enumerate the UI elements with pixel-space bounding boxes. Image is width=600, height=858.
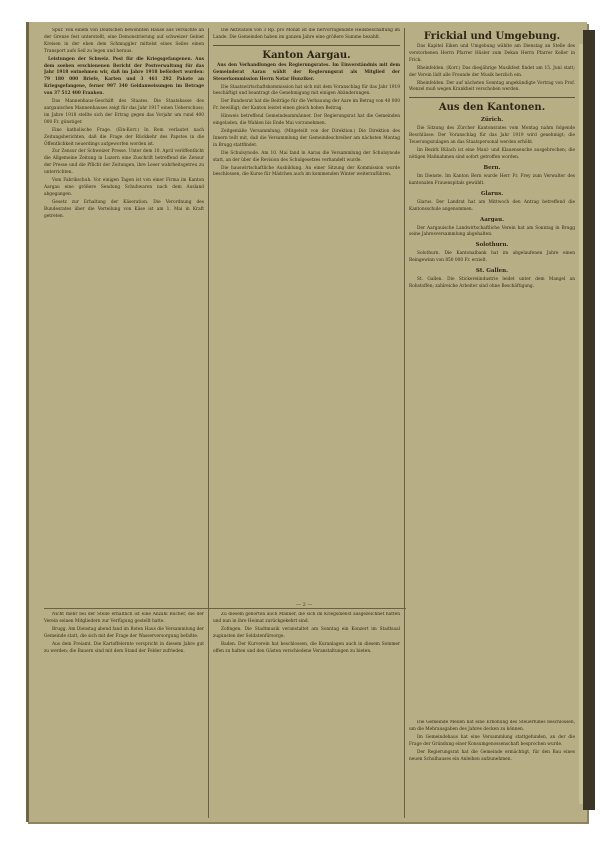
article-paragraph: Nicht mehr bei der Stelle erhältlich ist eine Anzahl Bücher, die der Verein seinen Mitgliedern zur Verfügung gestellt hatte. (44, 612, 204, 624)
column-rule-right (404, 28, 405, 818)
article-paragraph: Zeitgemäße Versammlung. (Mitgeteilt von der Direktion.) Die Direktion des Innern teilt mit, daß die Versammlung der Gemeindeschreiber am nächsten Montag in Brugg stattfindet. (213, 128, 400, 148)
article-paragraph: Leistungen der Schweiz. Post für die Kriegsgefangenen. Aus dem soeben erschienenen Bericht der Postverwaltung für das Jahr 1918 entnehmen wir, daß im Jahre 1918 befördert wurden: 79 180 000 Briefe, Karten und 3 461 292 Pakete an Kriegsgefangene, ferner 997 340 Geldanweisungen im Betrage von 37 512 400 Franken. (44, 56, 204, 97)
article-paragraph: Der Bundesrat hat die Beiträge für die Verbauung der Aare im Betrag von 40 000 Fr. bewilligt; der Kanton leistet einen gleich hohen Beitrag. (213, 99, 400, 112)
lower-column-right (409, 720, 575, 818)
article-paragraph: Hinweis betreffend Gemeindeammänner. Der Regierungsrat hat die Gemeinden eingeladen, die Wahlen bis Ende Mai vorzunehmen. (213, 114, 400, 127)
article-paragraph: St. Gallen. Die Stickereiindustrie leidet unter dem Mangel an Rohstoffen; zahlreiche Arbeiter sind ohne Beschäftigung. (409, 277, 575, 290)
subheading-solothurn: Solothurn. (475, 242, 509, 249)
article-paragraph: Gesetz zur Erhaltung der Käseration. Die Verordnung des Bundesrates über die Verteilung von Käse ist am 1. Mai in Kraft getreten. (44, 199, 204, 219)
article-paragraph: Glarus. Der Landrat hat am Mittwoch den Antrag betreffend die Kantonsschule angenommen. (409, 199, 575, 212)
lower-column-left (44, 612, 204, 817)
heading-aus-den-kantonen: Aus den Kantonen. (438, 102, 546, 114)
article-paragraph: Zofingen. Die Stadtmusik veranstaltet am Sonntag ein Konzert im Stadtsaal zugunsten der Soldatenfürsorge. (213, 626, 400, 639)
column-left (44, 28, 204, 604)
article-paragraph: Die Schulsynode. Am 10. Mai fand in Aarau die Versammlung der Schulsynode statt, an der über die Revision des Schulgesetzes verhandelt wurde. (213, 150, 400, 163)
subheading-zurich: Zürich. (480, 117, 504, 124)
article-paragraph: Im Bezirk Bülach ist eine Maul- und Klauenseuche ausgebrochen; die nötigen Maßnahmen sind sofort getroffen worden. (409, 148, 575, 160)
subheading-aargau: Aargau. (479, 216, 505, 223)
article-paragraph: Zu diesem gehörten auch Männer, die sich im Kriegsdienst ausgezeichnet hatten und nun in ihre Heimat zurückgekehrt sind. (213, 612, 400, 624)
article-paragraph: Der Regierungsrat hat die Gemeinde ermächtigt, für den Bau eines neuen Schulhauses ein Anleihen aufzunehmen. (409, 749, 575, 762)
article-paragraph: Die hauswirtschaftliche Ausbildung. An einer Sitzung der Kommission wurde beschlossen, die Kurse für Mädchen auch im kommenden Winter weiterzuführen. (213, 165, 400, 178)
heading-kanton-aargau: Kanton Aargau. (262, 49, 351, 61)
horizontal-rule-lower (44, 608, 406, 609)
article-paragraph: Brugg. Am Dienstag abend fand im Roten Haus die Versammlung der Gemeinde statt, die sich mit der Frage der Wasserversorgung befaßte. (44, 626, 204, 639)
article-paragraph: Eine katholische Frage. (Ein-Korr.) In Rom verlautet nach Zeitungsberichten, daß die Frage der Rückkehr des Papstes in die Öffentlichkeit neuerdings aufgeworfen worden ist. (44, 127, 204, 147)
article-paragraph: Im Gemeindehaus hat eine Versammlung stattgefunden, an der die Frage der Gründung einer Konsumgenossenschaft besprochen wurde. (409, 734, 575, 747)
section-divider (213, 45, 400, 46)
page-number: — 2 — (296, 602, 313, 608)
article-paragraph: Zur Zensur der Schweizer Presse. Unter dem 10. April veröffentlicht die Allgemeine Zeitung in Luzern eine Zuschrift betreffend die Zensur der Presse und die Pflicht der Zeitungen, ihre Leser wahrheitsgetreu zu unterrichten. (44, 149, 204, 176)
article-paragraph: Rheinfelden. (Korr.) Das diesjährige Musikfest findet am 15. Juni statt; der Verein lädt alle Freunde der Musik herzlich ein. (409, 65, 575, 78)
article-paragraph: Die Staatswirtschaftskommission hat sich mit dem Voranschlag für das Jahr 1919 beschäftigt und beantragt die Genehmigung mit einigen Abänderungen. (213, 84, 400, 97)
article-paragraph: Das Kapitel Eiken und Umgebung wählte am Dienstag an Stelle des verstorbenen Herrn Pfarrer Hüsler zum Dekan Herrn Pfarrer Keller in Frick. (409, 44, 575, 63)
article-paragraph: Die Gemeinde Meilen hat eine Erhöhung des Steuerfußes beschlossen, um die Mehrausgaben des Jahres decken zu können. (409, 720, 575, 732)
section-divider (409, 97, 575, 98)
column-middle (213, 28, 400, 604)
article-paragraph: Aus den Verhandlungen des Regierungsrates. Im Einverständnis mit dem Gemeinderat Aarau wählt der Regierungsrat als Mitglied der Steuerkommission Herrn Notar Hunziker. (213, 62, 400, 82)
book-binding (583, 30, 595, 810)
article-paragraph: Rheinfelden. Der auf nächsten Sonntag angekündigte Vortrag von Prof. Wenzel muß wegen Krankheit verschoben werden. (409, 80, 575, 93)
article-paragraph: Der Aargauische Landwirtschaftliche Verein hat am Sonntag in Brugg seine Jahresversammlung abgehalten. (409, 225, 575, 238)
lower-column-middle (213, 612, 400, 817)
article-paragraph: Spur. Von einem von Deutschen bewohnten Hause aus versuchte an der Grenze fest unterstellt, eine Demonstrierung auf schweizer Gebiet Kreisen in der eben dem Schmuggler mittelst eines Seiles einen Transport aufs Seil zu legen und heraus. (44, 28, 204, 54)
article-paragraph: Baden. Der Kurverein hat beschlossen, die Kuranlagen auch in diesem Sommer offen zu halten und den Gästen verschiedene Veranstaltungen zu bieten. (213, 641, 400, 654)
subheading-st-gallen: St. Gallen. (475, 268, 509, 275)
heading-frickial: Frickial und Umgebung. (423, 31, 561, 42)
article-paragraph: Im Dienste. Im Kanton Bern wurde Herr Fr. Frey zum Verwalter des kantonalen Frauenspitals gewählt. (409, 173, 575, 186)
article-paragraph: Aus dem Freiamt. Die Kartoffelernte verspricht in diesem Jahre gut zu werden; die Bauern sind mit dem Stand der Felder zufrieden. (44, 641, 204, 654)
article-paragraph: Solothurn. Die Kantonalbank hat im abgelaufenen Jahre einen Reingewinn von 850 000 Fr. erzielt. (409, 251, 575, 264)
column-right (409, 28, 575, 818)
article-paragraph: Das Mannenhaus-Geschäft des Staates. Die Staatskasse des aargauischen Mannenhauses zeigt für das Jahr 1917 einen Ueberschuss; im Jahre 1918 stellte sich der Ertrag gegen das Vorjahr um rund 400 000 Fr. günstiger. (44, 99, 204, 125)
subheading-bern: Bern. (483, 164, 501, 171)
article-paragraph: Die Aktivation von 3 Rp. pro Monat ist die hervorragendste Heilsbeschaffung im Lande. Die Gemeinden haben im ganzen Jahre eine größere Summe bezahlt. (213, 28, 400, 40)
column-rule-left (208, 28, 209, 818)
article-paragraph: Vom Fabrikschuh. Vor einigen Tagen ist von einer Firma im Kanton Aargau eine größere Sendung Schuhwaren nach dem Ausland abgegangen. (44, 178, 204, 197)
article-paragraph: Die Sitzung des Zürcher Kantonsrates vom Montag nahm folgende Beschlüsse: Der Voranschlag für das Jahr 1919 wird genehmigt; die Teuerungszulagen an das Staatspersonal werden erhöht. (409, 126, 575, 146)
subheading-glarus: Glarus. (480, 190, 504, 197)
